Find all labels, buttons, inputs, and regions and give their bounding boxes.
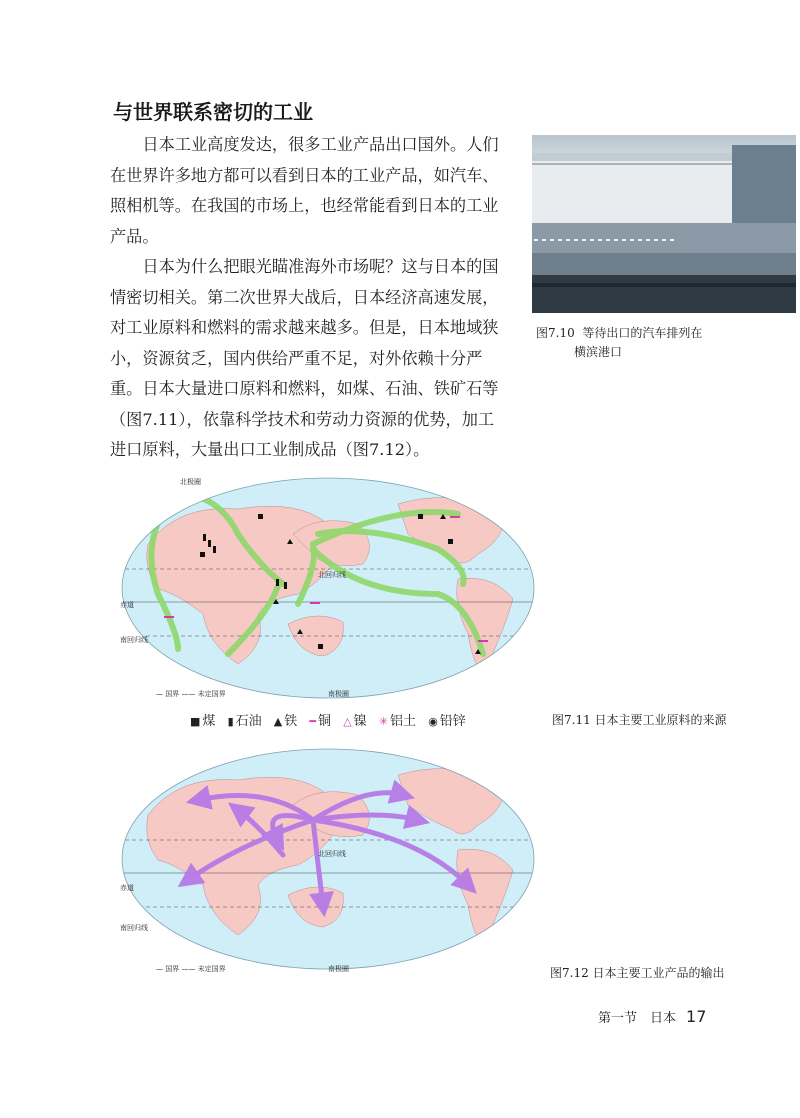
map2-legend-borders: — 国界 —— 未定国界 — [156, 965, 226, 973]
iron-icon: ▲ — [273, 715, 283, 728]
map1-equator-label: 赤道 — [120, 601, 134, 609]
figure-7-12-caption: 图7.12 日本主要工业产品的输出 — [550, 966, 725, 980]
copper-icon: ━ — [309, 715, 317, 728]
oil-icon: ▮ — [227, 715, 234, 728]
body-text — [110, 130, 510, 466]
section-title: 与世界联系密切的工业 — [113, 100, 313, 124]
figure-7-10-line2: 横滨港口 — [574, 345, 623, 359]
map2-equator-label: 赤道 — [120, 884, 134, 892]
map1-arctic-label: 北极圈 — [180, 478, 201, 486]
page-footer — [598, 1007, 706, 1026]
map1-tropic-capricorn-label: 南回归线 — [120, 636, 148, 644]
legend-coal: ■ 煤 — [190, 714, 216, 729]
page-number: 17 — [686, 1007, 707, 1026]
port-photo-image — [532, 135, 796, 313]
figure-7-11-caption: 图7.11 日本主要工业原料的来源 — [552, 713, 727, 727]
lead-zinc-icon: ◉ — [428, 715, 438, 728]
export-map — [118, 745, 538, 973]
legend-copper: ━ 铜 — [309, 714, 332, 729]
map2-tropic-cancer-label: 北回归线 — [318, 850, 346, 858]
map1-antarctic-label: 南极圈 — [328, 690, 349, 698]
figure-7-10-caption — [536, 324, 702, 362]
legend-iron: ▲ 铁 — [273, 714, 298, 729]
figure-7-10-line1: 等待出口的汽车排列在 — [582, 326, 703, 340]
import-sources-map — [118, 474, 538, 702]
legend-oil: ▮ 石油 — [227, 714, 262, 729]
bauxite-icon: ✳ — [378, 715, 389, 728]
legend-lead-zinc: ◉ 铅锌 — [428, 714, 466, 729]
port-photo — [532, 135, 796, 313]
map2-tropic-capricorn-label: 南回归线 — [120, 924, 148, 932]
coal-icon: ■ — [190, 715, 201, 728]
nickel-icon: △ — [343, 715, 352, 728]
map1-legend-borders: — 国界 —— 未定国界 — [156, 690, 226, 698]
map2-antarctic-label: 南极圈 — [328, 965, 349, 973]
paragraph-1: 日本工业高度发达，很多工业产品出口国外。人们在世界许多地方都可以看到日本的工业产品，如汽车、照相机等。在我国的市场上，也经常能看到日本的工业产品。 — [110, 135, 499, 246]
figure-7-10-number: 图7.10 — [536, 326, 575, 340]
legend-nickel: △ 镍 — [343, 714, 367, 729]
footer-chapter: 第一节 日本 — [598, 1011, 677, 1026]
map-legend — [190, 710, 474, 729]
map1-tropic-cancer-label: 北回归线 — [318, 571, 346, 579]
paragraph-2: 日本为什么把眼光瞄准海外市场呢？这与日本的国情密切相关。第二次世界大战后，日本经济高速发展，对工业原料和燃料的需求越来越多。但是，日本地域狭小，资源贫乏，国内供给严重不足，对外依赖十分严重。日本大量进口原料和燃料，如煤、石油、铁矿石等（图7.11），依靠科学技术和劳动力资源的优势，加工进口原料，大量出口工业制成品（图7.12）。 — [110, 257, 499, 459]
legend-bauxite: ✳ 铝土 — [378, 714, 417, 729]
